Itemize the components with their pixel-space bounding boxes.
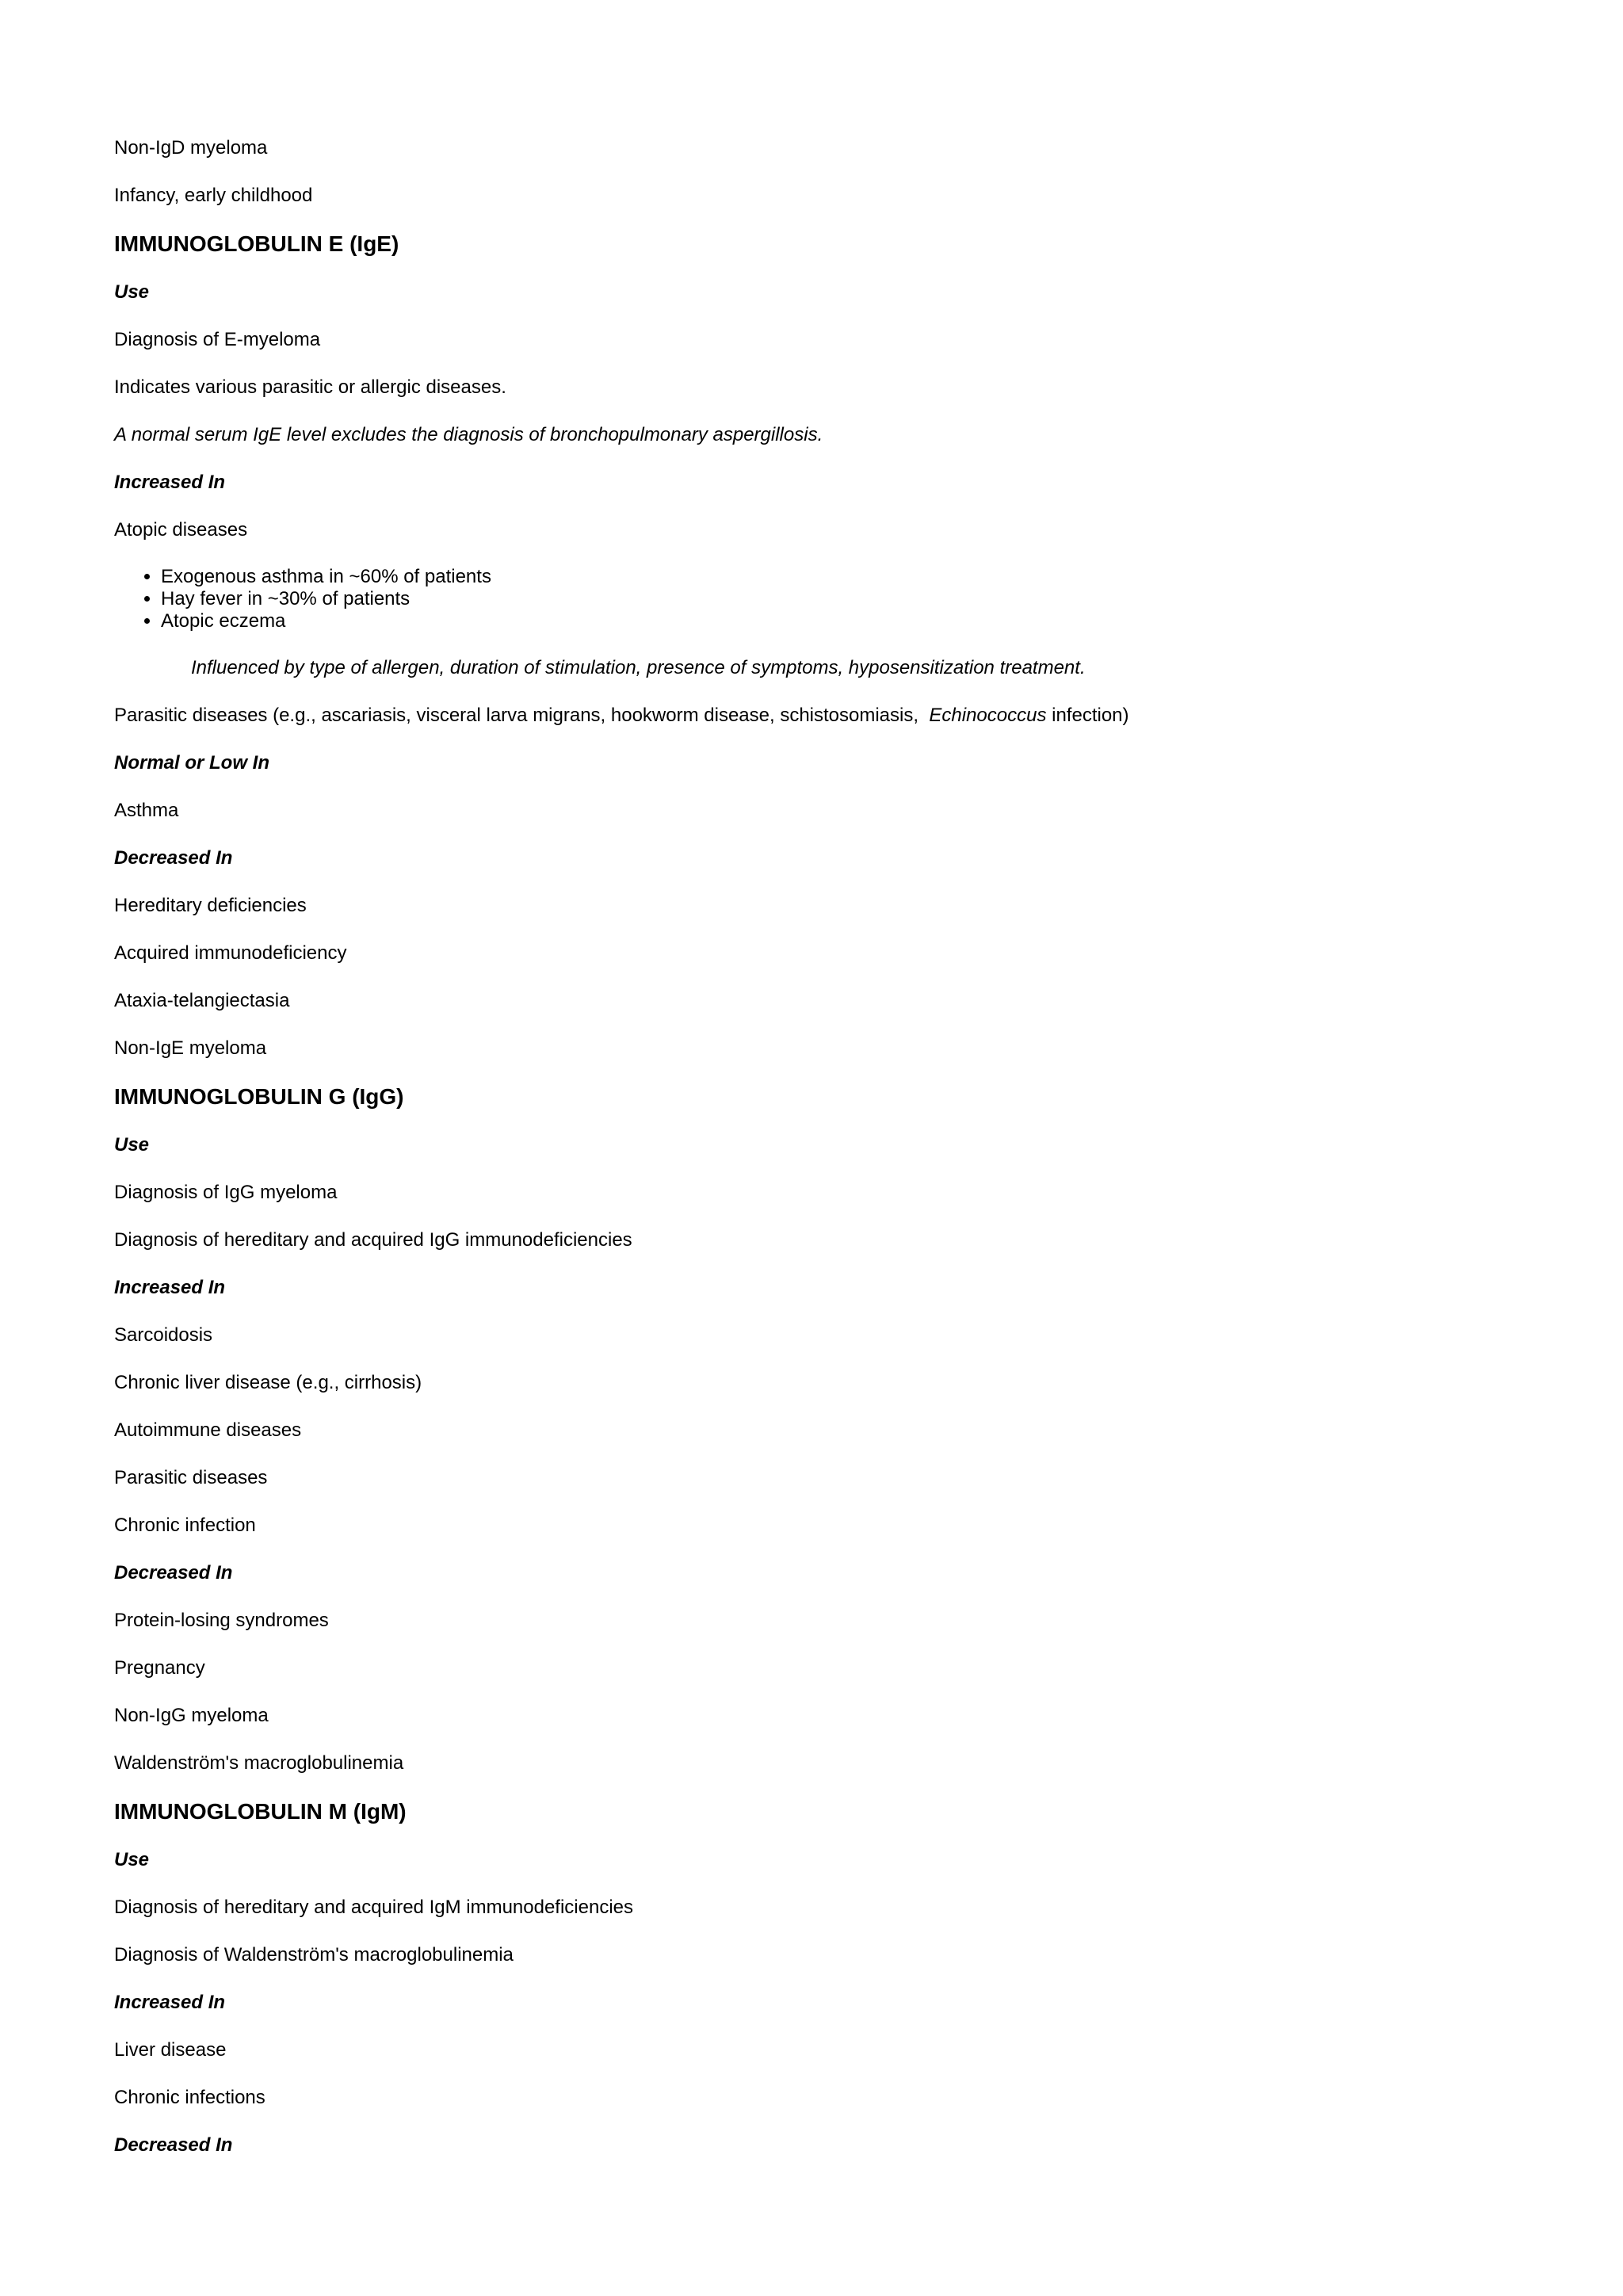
igg-use-heading: Use	[114, 1134, 150, 1156]
parasitic-text: Parasitic diseases (e.g., ascariasis, visceral larva migrans, hookworm disease, schistosomiasis,	[114, 705, 919, 726]
ige-influence-note: Influenced by type of allergen, duration of stimulation, presence of symptoms, hyposensitization treatment.	[191, 657, 1086, 678]
paragraph-infancy: Infancy, early childhood	[114, 185, 313, 206]
ige-increased-item: Atopic diseases	[114, 519, 248, 541]
igg-increased-item: Autoimmune diseases	[114, 1419, 302, 1441]
igm-increased-item: Liver disease	[114, 2039, 227, 2061]
list-item: • Exogenous asthma in ~60% of patients	[161, 566, 1509, 588]
igm-use-item: Diagnosis of Waldenström's macroglobulinemia	[114, 1944, 514, 1966]
igm-decreased-heading: Decreased In	[114, 2134, 233, 2156]
section-title-igm: IMMUNOGLOBULIN M (IgM)	[114, 1799, 407, 1824]
document-page	[114, 136, 1509, 2181]
igg-increased-item: Chronic infection	[114, 1515, 256, 1536]
ige-note: A normal serum IgE level excludes the diagnosis of bronchopulmonary aspergillosis.	[114, 424, 823, 445]
igm-increased-heading: Increased In	[114, 1992, 226, 2013]
echinococcus-term: Echinococcus	[929, 705, 1047, 726]
igg-increased-item: Chronic liver disease (e.g., cirrhosis)	[114, 1372, 422, 1393]
list-item: • Atopic eczema	[161, 610, 1509, 632]
atopic-diseases-list	[114, 566, 1509, 632]
igg-increased-item: Parasitic diseases	[114, 1467, 268, 1488]
ige-decreased-heading: Decreased In	[114, 847, 233, 869]
igg-use-item: Diagnosis of hereditary and acquired IgG immunodeficiencies	[114, 1229, 632, 1251]
ige-normal-item: Asthma	[114, 800, 179, 821]
igg-use-item: Diagnosis of IgG myeloma	[114, 1182, 338, 1203]
ige-parasitic-diseases	[114, 704, 1509, 728]
igm-use-item: Diagnosis of hereditary and acquired IgM immunodeficiencies	[114, 1897, 634, 1918]
paragraph-non-igd-myeloma: Non-IgD myeloma	[114, 137, 268, 159]
ige-increased-heading: Increased In	[114, 472, 226, 493]
ige-decreased-item: Acquired immunodeficiency	[114, 942, 347, 964]
igg-increased-item: Sarcoidosis	[114, 1324, 213, 1346]
ige-decreased-item: Ataxia-telangiectasia	[114, 990, 290, 1011]
section-title-ige: IMMUNOGLOBULIN E (IgE)	[114, 231, 399, 256]
ige-use-item: Indicates various parasitic or allergic diseases.	[114, 376, 506, 398]
igg-decreased-item: Protein-losing syndromes	[114, 1610, 329, 1631]
igg-decreased-item: Waldenström's macroglobulinemia	[114, 1752, 404, 1774]
section-title-igg: IMMUNOGLOBULIN G (IgG)	[114, 1084, 404, 1109]
igm-increased-item: Chronic infections	[114, 2087, 265, 2108]
ige-normal-low-heading: Normal or Low In	[114, 752, 270, 774]
ige-decreased-item: Hereditary deficiencies	[114, 895, 307, 916]
ige-use-heading: Use	[114, 281, 150, 303]
ige-decreased-item: Non-IgE myeloma	[114, 1037, 267, 1059]
igg-decreased-item: Non-IgG myeloma	[114, 1705, 269, 1726]
parasitic-text-end: infection)	[1052, 705, 1129, 726]
igg-decreased-item: Pregnancy	[114, 1657, 205, 1679]
ige-use-item: Diagnosis of E-myeloma	[114, 329, 321, 350]
list-item: • Hay fever in ~30% of patients	[161, 588, 1509, 610]
igg-increased-heading: Increased In	[114, 1277, 226, 1298]
igg-decreased-heading: Decreased In	[114, 1562, 233, 1584]
igm-use-heading: Use	[114, 1849, 150, 1870]
